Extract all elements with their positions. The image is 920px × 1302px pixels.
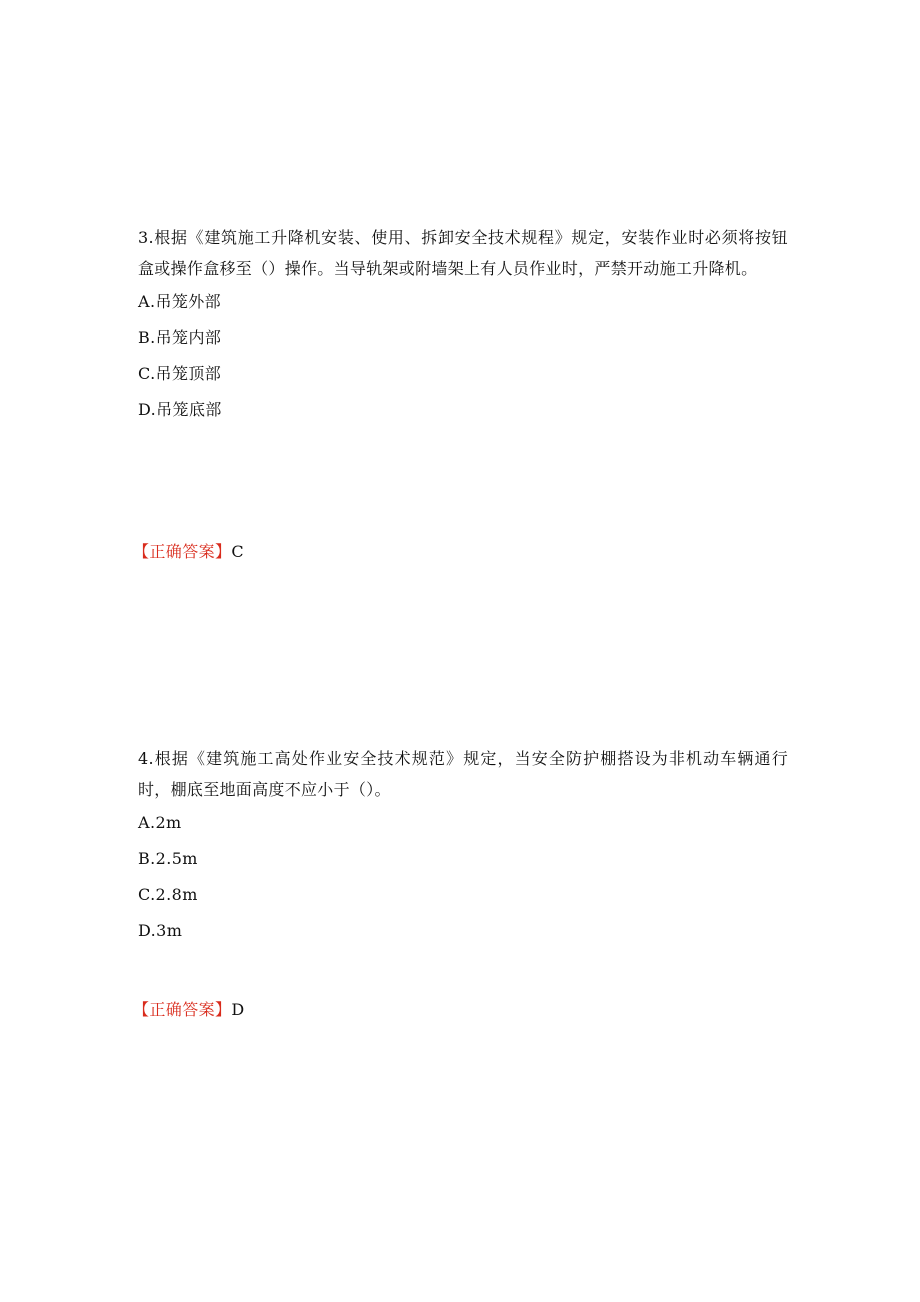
option-a: A.吊笼外部 [138,292,222,311]
answer-line-3 [133,542,244,562]
option-c: C.2.8m [138,885,198,904]
option-d: D.吊笼底部 [138,400,222,419]
answer-line-4 [133,1000,245,1020]
option-b: B.2.5m [138,849,198,868]
answer-tag: 【正确答案】 [133,542,232,561]
answer-tag: 【正确答案】 [133,1000,232,1019]
question-3 [138,222,788,436]
answer-value: D [231,1000,245,1019]
question-stem: 3.根据《建筑施工升降机安装、使用、拆卸安全技术规程》规定，安装作业时必须将按钮盒或操作盒移至（）操作。当导轨架或附墙架上有人员作业时，严禁开动施工升降机。 [138,228,788,278]
option-d: D.3m [138,921,183,940]
answer-value: C [231,542,245,561]
question-stem: 4.根据《建筑施工高处作业安全技术规范》规定，当安全防护棚搭设为非机动车辆通行时，棚底至地面高度不应小于（）。 [138,749,788,799]
option-c: C.吊笼顶部 [138,364,222,383]
question-4 [138,743,788,957]
option-b: B.吊笼内部 [138,328,222,347]
option-a: A.2m [138,813,182,832]
